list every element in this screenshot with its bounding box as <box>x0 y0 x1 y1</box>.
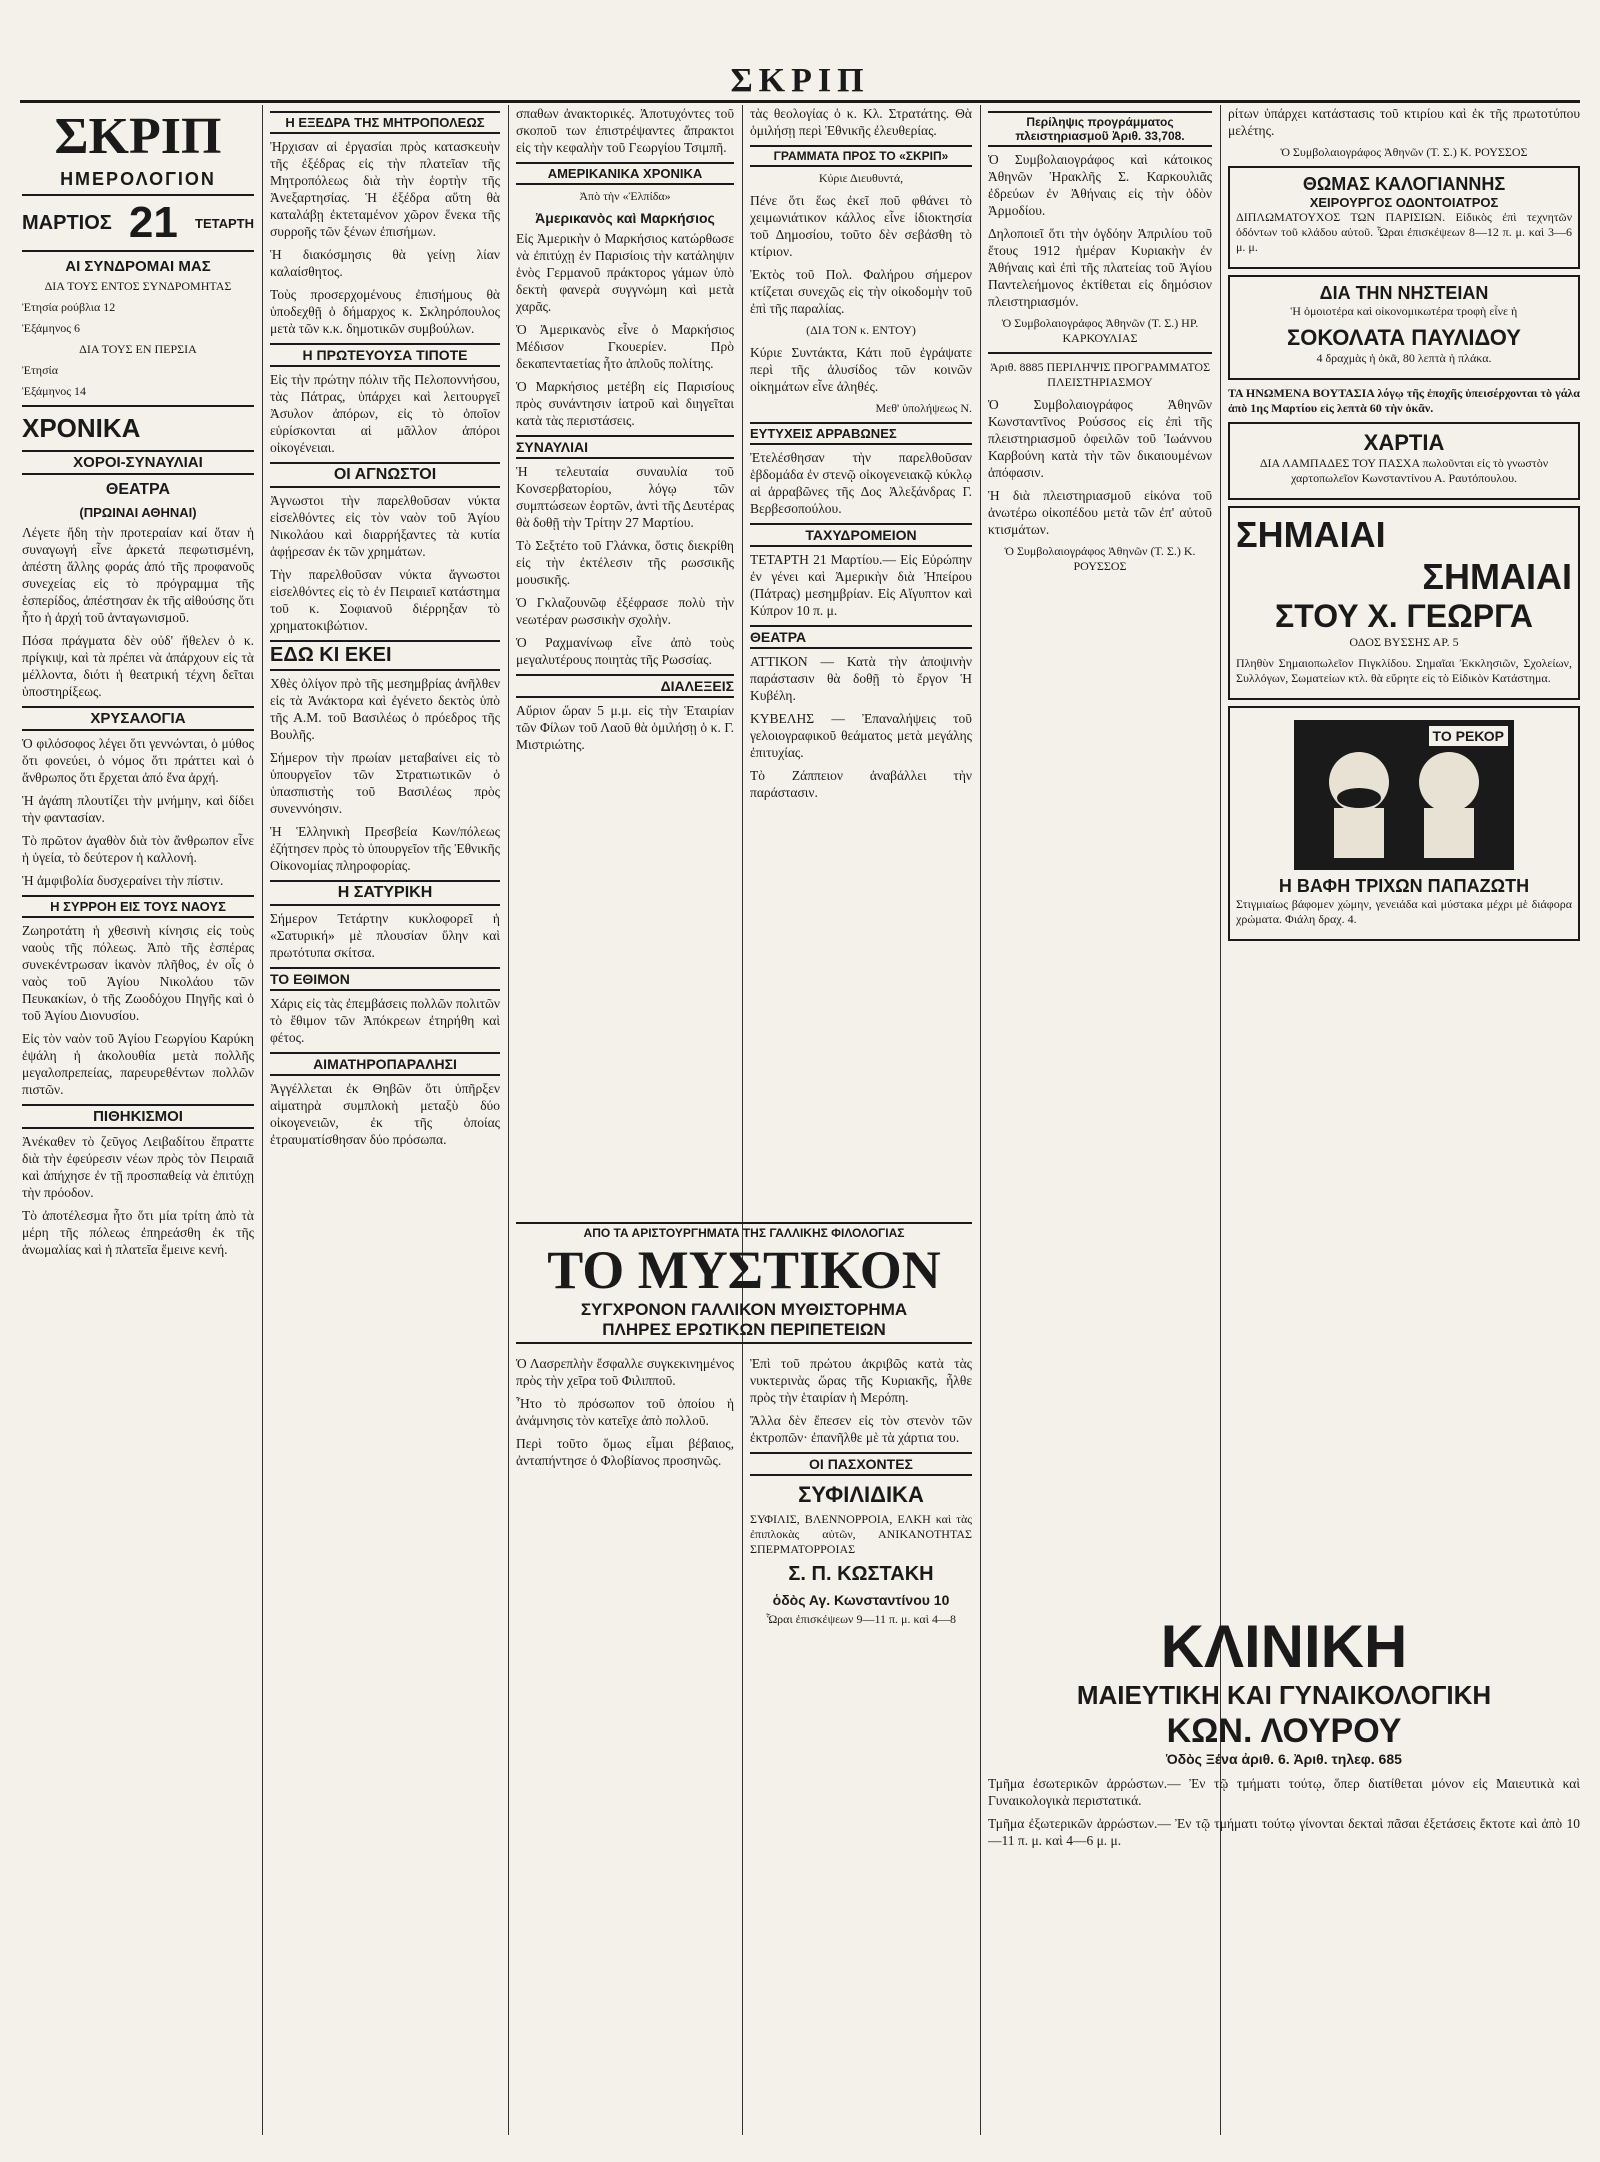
article-paragraph: Τὸ Ζάππειον ἀναβάλλει τὴν παράστασιν. <box>750 768 972 800</box>
section-chronika: ΧΡΟΝΙΚΑ <box>22 413 141 443</box>
article-paragraph: Πένε ὅτι ἕως ἐκεῖ ποῦ φθάνει τὸ χειμωνιάτικον κάλλος εἶνε ἰδιοκτησία τοῦ Δημοσίου, τοῦτο δὲν σεβάσθη τὸ κτίριον. <box>750 193 972 259</box>
ad-chartia-title: ΧΑΡΤΙΑ <box>1363 430 1445 455</box>
column-divider <box>980 105 981 2135</box>
rekor-text: Στιγμιαίως βάφομεν χώμην, γενειάδα καὶ μύστακα μέχρι μὲ διάφορα χρώματα. Φιάλη δραχ. 4. <box>1236 897 1572 926</box>
article-paragraph: Ἀνέκαθεν τὸ ζεῦγος Λειβαδίτου ἔπραττε διὰ τὴν ἐφεύρεσιν νέων πρὸς τὸν Πειραιᾶ καὶ ἀπήχησε ἐν τῇ προσπαθείᾳ νὰ ἐπιτύχῃ τὴν πρόοδον. <box>22 1134 254 1200</box>
article-paragraph: Ἠρχισαν αἱ ἐργασίαι πρὸς κατασκευὴν τῆς ἐξέδρας εἰς τὴν πλατεῖαν τῆς Μητροπόλεως διὰ τὴν ἑορτὴν τῆς Ἀνεξαρτησίας. Ἡ ἐξέδρα αὕτη θὰ καταλάβῃ ἐκτεταμένον χῶρον ἕνεκα τῆς συρροῆς τῶν ξένων ἐπισήμων. <box>270 139 500 239</box>
klinike-paragraph: Τμῆμα ἐσωτερικῶν ἀρρώστων.— Ἐν τῷ τμήματι τούτῳ, ὅπερ διατίθεται μόνον εἰς Μαιευτικὰ καὶ Γυναικολογικὰ περιστατικά. <box>988 1776 1580 1808</box>
heading-grammata: ΓΡΑΜΜΑΤΑ ΠΡΟΣ ΤΟ «ΣΚΡΙΠ» <box>750 145 972 167</box>
column-6 <box>1228 105 1580 1605</box>
masthead: ΣΚΡΙΠ <box>730 62 870 99</box>
article-paragraph: Εἰς τὴν πρώτην πόλιν τῆς Πελοποννήσου, τὰς Πάτρας, ὑπάρχει καὶ λειτουργεῖ Ἀσυλον ἀπόρων, εἰς τὸ ὁποῖον εὑρίσκονται αἱ μᾶλλον ἀπόροι οἰκογένειαι. <box>270 372 500 455</box>
article-paragraph: Σήμερον τὴν πρωίαν μεταβαίνει εἰς τὸ ὑπουργεῖον τῶν Στρατιωτικῶν ὁ ὑπασπιστὴς τοῦ Βασιλέως πρὸς συνεννόησιν. <box>270 750 500 816</box>
article-paragraph: Ἀγγέλλεται ἐκ Θηβῶν ὅτι ὑπῆρξεν αἱματηρὰ συμπλοκὴ μεταξὺ δύο οἰκογενειῶν, ἐκ τῆς ὁποίας ἐτραυματίσθησαν δύο πρόσωπα. <box>270 1081 500 1147</box>
novel-paragraph: Ὁ Λασρεπλὴν ἔσφαλλε συγκεκινημένος πρὸς τὴν χεῖρα τοῦ Φιλιπποῦ. <box>516 1356 734 1388</box>
heading-pithekismoi: ΠΙΘΗΚΙΣΜΟΙ <box>22 1104 254 1129</box>
klinike-paragraph: Τμῆμα ἐξωτερικῶν ἀρρώστων.— Ἐν τῷ τμήματι τούτῳ γίνονται δεκταὶ πᾶσαι ἐξετάσεις ἔκτοτε καὶ ἀπὸ 10—11 π. μ. καὶ 4—6 μ. μ. <box>988 1816 1580 1848</box>
article-paragraph: Ζωηροτάτη ἡ χθεσινὴ κίνησις εἰς τοὺς ναοὺς τῆς πόλεως. Ἀπὸ τῆς ἑσπέρας συνεκέντρωσαν ἱκανὸν πλῆθος, ἐν οἷς ὁ ναὸς τοῦ Ἁγίου Νικολάου τῶν Πευκακίων, ὁ τῆς Ζωοδόχου Πηγῆς καὶ ὁ τοῦ Ἁγίου Διονυσίου. <box>22 923 254 1023</box>
article-paragraph: Σήμερον Τετάρτην κυκλοφορεῖ ἡ «Σατυρική» μὲ πλουσίαν ὕλην καὶ πρωτότυπα σκίτσα. <box>270 911 500 960</box>
notary-sign: Ὁ Συμβολαιογράφος Ἀθηνῶν (Τ. Σ.) Κ. ΡΟΥΣΣΟΣ <box>1280 145 1528 159</box>
ad-nisteia-title: ΔΙΑ ΤΗΝ ΝΗΣΤΕΙΑΝ <box>1319 283 1489 303</box>
novel-column-2 <box>750 1355 972 2135</box>
calendar-title: ΣΚΡΙΠ <box>54 108 222 165</box>
ad-georga-address: ΟΔΟΣ ΒΥΣΣΗΣ ΑΡ. 5 <box>1349 635 1459 649</box>
heading-dialexeis: ΔΙΑΛΕΞΕΙΣ <box>516 674 734 698</box>
novel-banner-top: ΑΠΟ ΤΑ ΑΡΙΣΤΟΥΡΓΗΜΑΤΑ ΤΗΣ ΓΑΛΛΙΚΗΣ ΦΙΛΟΛΟΓΙΑΣ <box>516 1222 972 1240</box>
heading-auction: Περίληψις προγράμματος πλειστηριασμοῦ Ἀριθ. 33,708. <box>988 111 1212 147</box>
subscriptions-line: ΔΙΑ ΤΟΥΣ ΕΝΤΟΣ ΣΥΝΔΡΟΜΗΤΑΣ <box>44 279 232 293</box>
heading-edo-ki-ekei: ΕΔΩ ΚΙ ΕΚΕΙ <box>270 640 500 671</box>
subheading-theatra: (ΠΡΩΙΝΑΙ ΑΘΗΝΑΙ) <box>79 505 197 520</box>
heading-syfilidika: ΣΥΦΙΛΙΔΙΚΑ <box>798 1482 924 1507</box>
rekor-illustration <box>1294 720 1514 870</box>
article-paragraph: Τὸ ἀποτέλεσμα ἦτο ὅτι μία τρίτη ἀπὸ τὰ μέρη τῆς πόλεως ἐπηρεάσθη ἐκ τῆς ἀνωμαλίας καὶ ἡ πλατεῖα ἔμεινε κενή. <box>22 1208 254 1257</box>
masthead-rule <box>20 100 1580 103</box>
divider <box>988 352 1212 354</box>
heading-tachydromeion: ΤΑΧΥΔΡΟΜΕΙΟΝ <box>750 523 972 547</box>
subscriptions-row: Ἑξάμηνος 6 <box>22 321 81 335</box>
novel-paragraph: Ἦτο τὸ πρόσωπον τοῦ ὁποίου ἡ ἀνάμνησις τὸν κατεῖχε ἀπὸ πολλοῦ. <box>516 1396 734 1428</box>
article-paragraph: Τὸ πρῶτον ἀγαθὸν διὰ τὸν ἄνθρωπον εἶνε ἡ ὑγεία, τὸ δεύτερον ἡ καλλονή. <box>22 833 254 865</box>
subscriptions-row: Ἐτησία ρούβλια 12 <box>22 300 116 314</box>
ad-rekor <box>1228 706 1580 941</box>
ad-sokolata-title: ΣΟΚΟΛΑΤΑ ΠΑΥΛΙΔΟΥ <box>1287 325 1521 350</box>
heading-agnostoi: ΟΙ ΑΓΝΩΣΤΟΙ <box>270 462 500 488</box>
calendar-month: ΜΑΡΤΙΟΣ <box>22 211 112 234</box>
rekor-name: Η ΒΑΦΗ ΤΡΙΧΩΝ ΠΑΠΑΖΩΤΗ <box>1278 876 1530 896</box>
novel-paragraph: Περὶ τοῦτο ὅμως εἶμαι βέβαιος, ἀνταπήντησε ὁ Φλοβίανος προσηνῶς. <box>516 1436 734 1468</box>
subscriptions-row: Ἐτησία <box>22 363 59 377</box>
ad-chartia-text: ΔΙΑ ΛΑΜΠΑΔΕΣ ΤΟΥ ΠΑΣΧΑ πωλοῦνται εἰς τὸ γνωστὸν χαρτοπωλεῖον Κωνσταντίνου Α. Ραυτόπουλου. <box>1259 456 1549 485</box>
article-paragraph: Ὁ Συμβολαιογράφος καὶ κάτοικος Ἀθηνῶν Ἡρακλῆς Σ. Καρκουλιᾶς ἐδρεύων ἐν Ἀθήναις εἰς τὴν ὁδὸν Ἀρμοδίου. <box>988 152 1212 218</box>
klinike-address: Ὁδὸς Ξένα ἀριθ. 6. Ἀριθ. τηλεφ. 685 <box>1166 1751 1402 1767</box>
article-paragraph: Ὁ Μαρκήσιος μετέβη εἰς Παρισίους πρὸς συνάντησιν ἰατροῦ καὶ διηγεῖται κατὰ τὰς περιστάσεις. <box>516 379 734 428</box>
heading-choroi: ΧΟΡΟΙ-ΣΥΝΑΥΛΙΑΙ <box>22 450 254 475</box>
heading-aimatoporada: ΑΙΜΑΤΗΡΟΠΑΡΑΛΗΣΙ <box>270 1052 500 1076</box>
article-paragraph: Τοὺς προσερχομένους ἐπισήμους θὰ ὑποδεχθῇ ὁ δήμαρχος κ. Σκληρόπουλος μετὰ τῶν κ.κ. δημοτικῶν συμβούλων. <box>270 287 500 336</box>
heading-synavliai: ΣΥΝΑΥΛΙΑΙ <box>516 435 734 459</box>
article-paragraph: Ἀγνωστοι τὴν παρελθοῦσαν νύκτα εἰσελθόντες εἰς τὸν ναὸν τοῦ Ἁγίου Νικολάου καὶ διαρρήξαντες τὰ κυτία ἀφῄρεσαν ἐκ τῶν χρημάτων. <box>270 493 500 559</box>
notary-sign: Ὁ Συμβολαιογράφος Ἀθηνῶν (Τ. Σ.) ΗΡ. ΚΑΡΚΟΥΛΙΑΣ <box>1001 316 1199 345</box>
doctor-address: ὁδὸς Αγ. Κωνσταντίνου 10 <box>772 1592 950 1608</box>
heading-satyrike: Η ΣΑΤΥΡΙΚΗ <box>270 880 500 906</box>
heading-theatra: ΘΕΑΤΡΑ <box>105 481 171 498</box>
doctor-name: Σ. Π. ΚΩΣΤΑΚΗ <box>788 1563 934 1585</box>
column-divider <box>742 105 743 2135</box>
calendar-subtitle: ΗΜΕΡΟΛΟΓΙΟΝ <box>60 169 216 189</box>
novel-paragraph: Ἐπὶ τοῦ πρώτου ἀκριβῶς κατὰ τὰς νυκτερινὰς ὥρας τῆς Κυριακῆς, ἦλθε πρὸς τὴν ἑταιρίαν ἡ Μερόπη. <box>750 1356 972 1405</box>
article-paragraph: Ἐτελέσθησαν τὴν παρελθοῦσαν ἑβδομάδα ἐν στενῷ οἰκογενειακῷ κύκλῳ αἱ ἀρραβῶνες τῆς Δος Ἀλεξάνδρας Γ. Βερβεσοπούλου. <box>750 450 972 516</box>
ad-klinike <box>988 1615 1580 1855</box>
article-paragraph: Ἡ διακόσμησις θὰ γείνῃ λίαν καλαίσθητος. <box>270 247 500 279</box>
article-paragraph: Χθὲς ὀλίγον πρὸ τῆς μεσημβρίας ἀνῆλθεν εἰς τὰ Ἀνάκτορα καὶ ἐγένετο δεκτὸς ὑπὸ τῆς Α.Μ. τοῦ Βασιλέως ὁ πρόεδρος τῆς Βουλῆς. <box>270 676 500 742</box>
ad-paragraph: ΣΥΦΙΛΙΣ, ΒΛΕΝΝΟΡΡΟΙΑ, ΕΛΚΗ καὶ τὰς ἐπιπλοκὰς αὐτῶν, ΑΝΙΚΑΝΟΤΗΤΑΣ ΣΠΕΡΜΑΤΟΡΡΟΙΑΣ <box>750 1512 972 1556</box>
article-paragraph: Ἡ τελευταία συναυλία τοῦ Κονσερβατορίου, λόγῳ τῶν συμπτώσεων ἑορτῶν, ἀντὶ τῆς Δευτέρας θὰ δοθῇ τὴν Τρίτην 27 Μαρτίου. <box>516 464 734 530</box>
heading-paschontes: ΟΙ ΠΑΣΧΟΝΤΕΣ <box>750 1452 972 1476</box>
heading-eytycheis: ΕΥΤΥΧΕΙΣ ΑΡΡΑΒΩΝΕΣ <box>750 422 972 445</box>
column-2 <box>270 105 500 2135</box>
letter-sign: (ΔΙΑ ΤΟΝ κ. ΕΝΤΟΥ) <box>806 323 916 337</box>
article-paragraph: Ἐκτὸς τοῦ Πολ. Φαλήρου σήμερον κτίζεται συνεχῶς εἰς τὴν οἰκοδομὴν τοῦ ἐπὶ τῆς παραλίας. <box>750 267 972 316</box>
heading-exedra: Η ΕΞΕΔΡΑ ΤΗΣ ΜΗΤΡΟΠΟΛΕΩΣ <box>270 111 500 134</box>
ad-kalogiannis <box>1228 166 1580 269</box>
heading-amerikanika: ΑΜΕΡΙΚΑΝΙΚΑ ΧΡΟΝΙΚΑ <box>516 162 734 185</box>
article-paragraph: τὰς θεολογίας ὁ κ. Κλ. Στρατάτης. Θὰ ὁμιλήσῃ περὶ Ἐθνικῆς ἐλευθερίας. <box>750 106 972 138</box>
klinike-subtitle: ΜΑΙΕΥΤΙΚΗ ΚΑΙ ΓΥΝΑΙΚΟΛΟΓΙΚΗ <box>1076 1680 1492 1710</box>
auction-title: Ἀριθ. 8885 ΠΕΡΙΛΗΨΙΣ ΠΡΟΓΡΑΜΜΑΤΟΣ ΠΛΕΙΣΤΗΡΙΑΣΜΟΥ <box>989 360 1211 389</box>
klinike-title: ΚΛΙΝΙΚΗ <box>1160 1613 1408 1680</box>
column-5 <box>988 105 1212 1605</box>
notary-sign: Ὁ Συμβολαιογράφος Ἀθηνῶν (Τ. Σ.) Κ. ΡΟΥΣΣΟΣ <box>1004 544 1196 573</box>
heading-proteuousa: Η ΠΡΩΤΕΥΟΥΣΑ ΤΙΠΟΤΕ <box>270 343 500 367</box>
ad-voutasia: ΤΑ ΗΝΩΜΕΝΑ ΒΟΥΤΑΣΙΑ λόγῳ τῆς ἐποχῆς ὑπεισέρχονται τὸ γάλα ἀπὸ 1ης Μαρτίου εἰς λεπτὰ 60 τὴν ὀκᾶν. <box>1228 386 1580 415</box>
ad-simaiai <box>1228 506 1580 700</box>
novel-paragraph: Ἄλλα δὲν ἔπεσεν εἰς τὸν στενὸν τῶν ἐκτροπῶν· ἐπανῆλθε μὲ τὰ χάρτια του. <box>750 1413 972 1445</box>
rekor-label: ΤΟ ΡΕΚΟΡ <box>1429 726 1508 746</box>
article-paragraph: Χάρις εἰς τὰς ἐπεμβάσεις πολλῶν πολιτῶν τὸ ἔθιμον τῶν Ἀπόκρεων ἐτηρήθη καὶ φέτος. <box>270 996 500 1045</box>
article-paragraph: Ὁ Ραχμανίνωφ εἶνε ἀπὸ τοὺς μεγαλυτέρους ποιητὰς τῆς Ρωσσίας. <box>516 635 734 667</box>
article-paragraph: ΚΥΒΕΛΗΣ — Ἐπαναλήψεις τοῦ γελοιογραφικοῦ θεάματος μετὰ μεγάλης ἐπιτυχίας. <box>750 711 972 760</box>
letter-sign: Μεθ' ὑπολήψεως Ν. <box>875 401 972 415</box>
ad-nisteia-text: Ἡ ὁμοιοτέρα καὶ οἰκονομικωτέρα τροφὴ εἶνε ἡ <box>1290 304 1518 318</box>
heading-chrysalogia: ΧΡΥΣΑΛΟΓΙΑ <box>22 706 254 731</box>
article-paragraph: Ἡ διὰ πλειστηριασμοῦ εἰκόνα τοῦ ἀνωτέρω οἰκοπέδου μετὰ τῶν ἐπ' αὐτοῦ κτισμάτων. <box>988 488 1212 537</box>
column-divider <box>262 105 263 2135</box>
article-paragraph: Ἡ ἀγάπη πλουτίζει τὴν μνήμην, καὶ δίδει τὴν φαντασίαν. <box>22 793 254 825</box>
klinike-doctor: ΚΩΝ. ΛΟΥΡΟΥ <box>1166 1712 1402 1750</box>
ad-simaiai-title: ΣΗΜΑΙΑΙ <box>1236 514 1386 555</box>
article-paragraph: Εἰς τὸν ναὸν τοῦ Ἁγίου Γεωργίου Καρύκη ἐψάλη ἡ ἀκολουθία μετὰ πολλῆς μεγαλοπρεπείας, παρευρεθέντων πολλῶν πιστῶν. <box>22 1031 254 1097</box>
calendar-date <box>22 194 254 252</box>
novel-subtitle: ΣΥΓΧΡΟΝΟΝ ΓΑΛΛΙΚΟΝ ΜΥΘΙΣΤΟΡΗΜΑ <box>580 1300 908 1319</box>
ad-kalogiannis-text: ΔΙΠΛΩΜΑΤΟΥΧΟΣ ΤΩΝ ΠΑΡΙΣΙΩΝ. Εἰδικὸς ἐπὶ τεχνητῶν ὀδόντων τοῦ κλάδου αὐτοῦ. Ὧραι ἐπισκέψεων 8—12 π. μ. καὶ 3—6 μ. μ. <box>1236 210 1572 254</box>
article-paragraph: σπαθων ἀνακτορικές. Ἀποτυχόντες τοῦ σκοποῦ των ἐπιστρέψαντες ἄπρακτοι εἰς τὴν κεφαλὴν τοῦ Γεωργίου Τσιμπῆ. <box>516 106 734 155</box>
subscriptions-line: ΔΙΑ ΤΟΥΣ ΕΝ ΠΕΡΣΙΑ <box>79 342 197 356</box>
salutation: Κύριε Διευθυντά, <box>818 171 904 185</box>
article-paragraph: Ἡ Ἑλληνικὴ Πρεσβεία Κων/πόλεως ἐζήτησεν πρὸς τὸ ὑπουργεῖον τῆς Ἐθνικῆς Οἰκονομίας πληροφορίας. <box>270 824 500 873</box>
article-paragraph: Δηλοποιεῖ ὅτι τὴν ὀγδόην Ἀπριλίου τοῦ ἔτους 1912 ἡμέραν Κυριακὴν ἐν Ἀθήναις καὶ ἐπὶ τῆς πλατείας τοῦ Ἁγίου Παντελεήμονος ἐκτίθεται εἰς δημόσιον πλειστηριασμόν. <box>988 226 1212 309</box>
article-paragraph: ρίτων ὑπάρχει κατάστασις τοῦ κτιρίου καὶ ἐκ τῆς πρωτοτύπου μελέτης. <box>1228 106 1580 138</box>
ad-nisteia <box>1228 275 1580 380</box>
ad-kalogiannis-name: ΘΩΜΑΣ ΚΑΛΟΓΙΑΝΝΗΣ <box>1302 174 1506 194</box>
subscriptions-row: Ἑξάμηνος 14 <box>22 384 87 398</box>
article-paragraph: Ὁ Συμβολαιογράφος Ἀθηνῶν Κωνσταντῖνος Ρούσσος εἰς ἐπὶ τῆς πλειστηριασμοῦ ὀφειλῶν τοῦ Ἰωάννου Καρβούνη κατὰ τὴν τῶν δικαιουμένων ἀπόφασιν. <box>988 397 1212 480</box>
article-paragraph: Ὁ φιλόσοφος λέγει ὅτι γεννώνται, ὁ μύθος ὅτι φονεύει, ὁ νόμος ὅτι πράττει καὶ ὁ ἄνθρωπος ὅτι ἔρχεται ἀπό ἕνα ἀρχή. <box>22 736 254 785</box>
subscriptions-title: ΑΙ ΣΥΝΔΡΟΜΑΙ ΜΑΣ <box>65 258 211 275</box>
ad-sokolata-text: 4 δραχμὰς ἡ ὀκᾶ, 80 λεπτὰ ἡ πλάκα. <box>1316 351 1492 365</box>
calendar-day: 21 <box>128 198 178 247</box>
ad-simaiai-title: ΣΗΜΑΙΑΙ <box>1422 556 1572 597</box>
article-paragraph: Αὔριον ὥραν 5 μ.μ. εἰς τὴν Ἑταιρίαν τῶν Φίλων τοῦ Λαοῦ θὰ ὁμιλήσῃ ὁ κ. Γ. Μιστριώτης. <box>516 703 734 752</box>
novel-title: ΤΟ ΜΥΣΤΙΚΟΝ <box>547 1240 941 1300</box>
heading-markesios: Ἀμερικανὸς καὶ Μαρκήσιος <box>535 210 715 226</box>
article-paragraph: Κύριε Συντάκτα, Κάτι ποῦ ἐγράψατε περὶ τῆς ἀλυσίδος τῶν κοινῶν οἰκημάτων εἶνε ἀληθές. <box>750 345 972 394</box>
novel-column-1 <box>516 1355 734 2135</box>
column-divider <box>508 105 509 2135</box>
heading-theatra: ΘΕΑΤΡΑ <box>750 625 972 649</box>
column-3 <box>516 105 734 1060</box>
article-paragraph: ΤΕΤΑΡΤΗ 21 Μαρτίου.— Εἰς Εὐρώπην ἐν γένει καὶ Ἀμερικὴν διὰ Ἠπείρου (Πάτρας) μεσημβρίαν. Εἰς Αἴγυπτον καὶ Κύπρον 10 π. μ. <box>750 552 972 618</box>
novel-banner <box>516 1222 972 1344</box>
ad-georga-name: ΣΤΟΥ Χ. ΓΕΩΡΓΑ <box>1275 598 1533 634</box>
article-paragraph: Ὁ Γκλαζουνῶφ ἐξέφρασε πολὺ τὴν νεωτέραν ρωσσικὴν σχολὴν. <box>516 595 734 627</box>
article-paragraph: Πόσα πράγματα δὲν οὐδ' ἤθελεν ὁ κ. πρίγκιψ, καὶ τὰ πρέπει νὰ ἀπάρχουν εἰς τὰ μέλλοντα, διότι ἡ θεατρική τέχνη δεῖται ὑποστηρίξεως. <box>22 633 254 699</box>
article-paragraph: Λέγετε ἤδη τὴν προτεραίαν καί ὅταν ἡ συναγωγή εἶνε ἀρκετά πεφωτισμένη, ἀπέστη ἄλλης φοράς ἀπό τῆς προφανοῦς συνεχείας εἰς τὸ πρόγραμμα τῆς ἑσπερίδος, ἀπέστησαν ἐκ τῆς αἰθούσης ὅτι ἦτο ἡ ἀρχή τοῦ ἀνταγωνισμοῦ. <box>22 525 254 625</box>
divider <box>22 405 254 407</box>
subheading-source: Ἀπὸ τὴν «Ἐλπίδα» <box>579 189 671 203</box>
article-paragraph: Τὸ Σεξτέτο τοῦ Γλάνκα, ὅστις διεκρίθη εἰς τὴν ἐκτέλεσιν τῆς ρωσσικῆς μουσικῆς. <box>516 538 734 587</box>
heading-ethimon: ΤΟ ΕΘΙΜΟΝ <box>270 967 500 991</box>
heading-syrroi: Η ΣΥΡΡΟΗ ΕΙΣ ΤΟΥΣ ΝΑΟΥΣ <box>22 895 254 918</box>
ad-kalogiannis-title: ΧΕΙΡΟΥΡΓΟΣ ΟΔΟΝΤΟΙΑΤΡΟΣ <box>1309 195 1499 210</box>
doctor-hours: Ὧραι ἐπισκέψεων 9—11 π. μ. καὶ 4—8 <box>766 1612 956 1626</box>
ad-chartia <box>1228 422 1580 500</box>
article-paragraph: ΑΤΤΙΚΟΝ — Κατὰ τὴν ἀποψινὴν παράστασιν θὰ δοθῇ τὸ ἔργον Ἡ Κυβέλη. <box>750 654 972 703</box>
article-paragraph: Εἰς Ἀμερικὴν ὁ Μαρκήσιος κατώρθωσε νὰ ἐπιτύχῃ ἐν Παρισίοις τὴν κατάληψιν ἑνὸς Γερμανοῦ πράκτορος γάμων ὑπὸ δεκτὴ φανερὰ συγγνώμη καὶ μετὰ χαρᾶς. <box>516 231 734 314</box>
article-paragraph: Τὴν παρελθοῦσαν νύκτα ἄγνωστοι εἰσελθόντες εἰς τὸ ἐν Πειραιεῖ κατάστημα τοῦ κ. Σοφιανοῦ διέρρηξαν τὸ χρηματοκιβώτιον. <box>270 567 500 633</box>
ad-georga-text: Πληθὺν Σημαιοπωλεῖον Πιγκλίδου. Σημαῖαι Ἐκκλησιῶν, Σχολείων, Συλλόγων, Σωματείων κτλ. θὰ εὕρητε εἰς τὸ Εἰδικὸν Κατάστημα. <box>1236 656 1572 685</box>
article-paragraph: Ἡ ἀμφιβολία δυσχεραίνει τὴν πίστιν. <box>22 873 224 888</box>
article-paragraph: Ὁ Ἀμερικανὸς εἶνε ὁ Μαρκήσιος Μέδισον Γκουερίεν. Πρὸ δεκαπενταετίας ἦτο ἁπλοῦς πολίτης. <box>516 322 734 371</box>
column-1 <box>22 105 254 2135</box>
calendar-weekday: ΤΕΤΑΡΤΗ <box>195 215 254 231</box>
novel-subtitle: ΠΛΗΡΕΣ ΕΡΩΤΙΚΩΝ ΠΕΡΙΠΕΤΕΙΩΝ <box>516 1320 972 1344</box>
